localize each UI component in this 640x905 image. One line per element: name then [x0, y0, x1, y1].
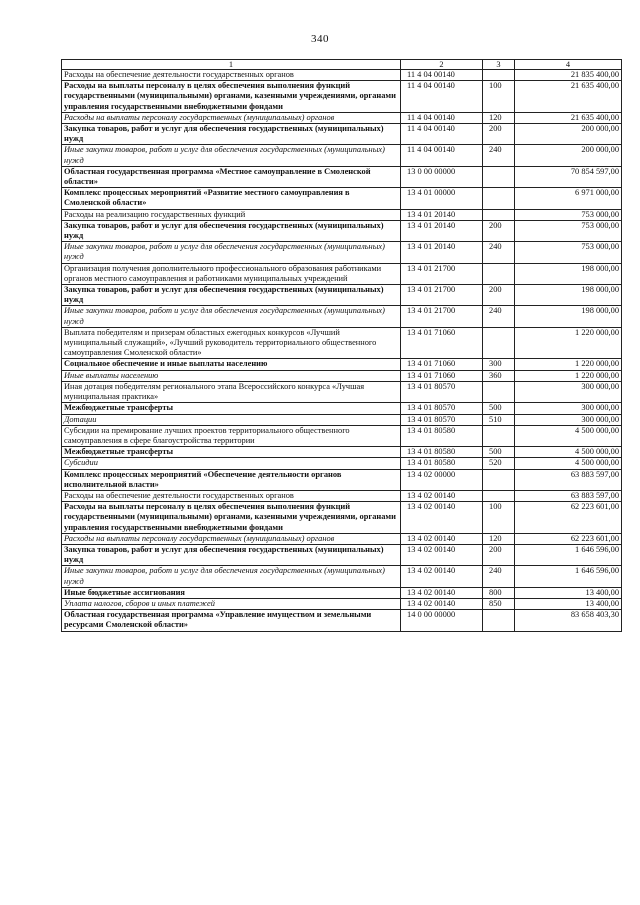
table-row — [62, 370, 622, 381]
row-sum: 4 500 000,00 — [515, 425, 622, 446]
row-name: Субсидии на премирование лучших проектов территориального общественного самоуправления в сфере благоустройства территории — [62, 425, 401, 446]
row-code: 13 4 02 00140 — [401, 490, 483, 501]
row-kind: 240 — [483, 566, 515, 587]
row-code: 13 4 01 71060 — [401, 327, 483, 359]
row-kind — [483, 381, 515, 402]
row-kind — [483, 425, 515, 446]
row-name: Межбюджетные трансферты — [62, 403, 401, 414]
row-kind — [483, 327, 515, 359]
row-name: Закупка товаров, работ и услуг для обеспечения государственных (муниципальных) нужд — [62, 285, 401, 306]
row-name: Уплата налогов, сборов и иных платежей — [62, 598, 401, 609]
table-row — [62, 502, 622, 534]
row-code: 13 4 01 20140 — [401, 242, 483, 263]
row-sum: 21 635 400,00 — [515, 112, 622, 123]
row-sum: 753 000,00 — [515, 242, 622, 263]
header-col-4: 4 — [515, 60, 622, 70]
row-name: Расходы на выплаты персоналу государственных (муниципальных) органов — [62, 112, 401, 123]
row-name: Закупка товаров, работ и услуг для обеспечения государственных (муниципальных) нужд — [62, 544, 401, 565]
row-name: Расходы на обеспечение деятельности государственных органов — [62, 490, 401, 501]
row-kind — [483, 610, 515, 631]
row-sum: 63 883 597,00 — [515, 490, 622, 501]
row-code: 13 4 02 00140 — [401, 598, 483, 609]
row-code: 13 4 01 80570 — [401, 414, 483, 425]
row-code: 13 4 02 00140 — [401, 544, 483, 565]
row-name: Иные бюджетные ассигнования — [62, 587, 401, 598]
row-code: 13 4 01 00000 — [401, 188, 483, 209]
row-sum: 4 500 000,00 — [515, 447, 622, 458]
table-row — [62, 381, 622, 402]
row-kind — [483, 188, 515, 209]
table-row — [62, 188, 622, 209]
row-name: Иная дотация победителям регионального этапа Всероссийского конкурса «Лучшая муниципальная практика» — [62, 381, 401, 402]
row-sum: 200 000,00 — [515, 145, 622, 166]
row-kind: 500 — [483, 403, 515, 414]
row-kind: 120 — [483, 112, 515, 123]
table-row — [62, 490, 622, 501]
row-kind: 500 — [483, 447, 515, 458]
row-sum: 62 223 601,00 — [515, 533, 622, 544]
row-code: 13 4 01 80580 — [401, 458, 483, 469]
row-name: Субсидии — [62, 458, 401, 469]
row-name: Выплата победителям и призерам областных ежегодных конкурсов «Лучший муниципальный служащий», «Лучший руководитель территориального общественного самоуправления Смоленской области» — [62, 327, 401, 359]
row-code: 13 4 01 21700 — [401, 263, 483, 284]
row-code: 11 4 04 00140 — [401, 112, 483, 123]
row-kind: 100 — [483, 502, 515, 534]
row-sum: 13 400,00 — [515, 598, 622, 609]
row-code: 11 4 04 00140 — [401, 145, 483, 166]
table-row — [62, 220, 622, 241]
row-sum: 13 400,00 — [515, 587, 622, 598]
row-name: Областная государственная программа «Управление имуществом и земельными ресурсами Смоленской области» — [62, 610, 401, 631]
row-name: Закупка товаров, работ и услуг для обеспечения государственных (муниципальных) нужд — [62, 124, 401, 145]
row-kind — [483, 166, 515, 187]
row-sum: 753 000,00 — [515, 209, 622, 220]
row-sum: 1 220 000,00 — [515, 370, 622, 381]
row-name: Дотации — [62, 414, 401, 425]
row-code: 13 0 00 00000 — [401, 166, 483, 187]
row-sum: 1 646 596,00 — [515, 544, 622, 565]
table-row — [62, 112, 622, 123]
row-code: 11 4 04 00140 — [401, 124, 483, 145]
row-code: 13 4 01 21700 — [401, 285, 483, 306]
row-name: Расходы на обеспечение деятельности государственных органов — [62, 70, 401, 81]
table-row — [62, 533, 622, 544]
table-row — [62, 145, 622, 166]
row-name: Межбюджетные трансферты — [62, 447, 401, 458]
table-row — [62, 544, 622, 565]
row-sum: 70 854 597,00 — [515, 166, 622, 187]
row-kind — [483, 209, 515, 220]
row-sum: 62 223 601,00 — [515, 502, 622, 534]
table-row — [62, 587, 622, 598]
row-name: Расходы на выплаты персоналу государственных (муниципальных) органов — [62, 533, 401, 544]
row-name: Расходы на реализацию государственных функций — [62, 209, 401, 220]
table-row — [62, 306, 622, 327]
row-name: Иные закупки товаров, работ и услуг для обеспечения государственных (муниципальных) нужд — [62, 242, 401, 263]
page-number: 340 — [311, 33, 329, 45]
table-row — [62, 70, 622, 81]
table-row — [62, 425, 622, 446]
row-kind: 520 — [483, 458, 515, 469]
row-sum: 21 835 400,00 — [515, 70, 622, 81]
row-sum: 1 646 596,00 — [515, 566, 622, 587]
row-kind — [483, 469, 515, 490]
row-code: 14 0 00 00000 — [401, 610, 483, 631]
row-kind: 200 — [483, 285, 515, 306]
budget-table — [61, 59, 622, 632]
row-kind: 120 — [483, 533, 515, 544]
row-code: 13 4 01 80580 — [401, 447, 483, 458]
table-row — [62, 124, 622, 145]
row-sum: 4 500 000,00 — [515, 458, 622, 469]
row-kind: 300 — [483, 359, 515, 370]
row-code: 13 4 02 00140 — [401, 587, 483, 598]
table-row — [62, 285, 622, 306]
row-sum: 300 000,00 — [515, 403, 622, 414]
row-code: 13 4 01 80570 — [401, 381, 483, 402]
row-sum: 83 658 403,30 — [515, 610, 622, 631]
row-sum: 21 635 400,00 — [515, 81, 622, 113]
table-row — [62, 242, 622, 263]
row-code: 13 4 01 20140 — [401, 220, 483, 241]
row-sum: 1 220 000,00 — [515, 327, 622, 359]
row-name: Иные закупки товаров, работ и услуг для обеспечения государственных (муниципальных) нужд — [62, 566, 401, 587]
row-code: 13 4 02 00140 — [401, 566, 483, 587]
table-row — [62, 447, 622, 458]
row-name: Областная государственная программа «Местное самоуправление в Смоленской области» — [62, 166, 401, 187]
row-kind: 850 — [483, 598, 515, 609]
table-row — [62, 263, 622, 284]
header-col-2: 2 — [401, 60, 483, 70]
table-row — [62, 209, 622, 220]
table-row — [62, 469, 622, 490]
table-row — [62, 458, 622, 469]
row-sum: 198 000,00 — [515, 306, 622, 327]
row-name: Расходы на выплаты персоналу в целях обеспечения выполнения функций государственными (муниципальными) органами, казенными учреждениями, органами управления государственными внебюджетными фондами — [62, 81, 401, 113]
row-kind: 240 — [483, 145, 515, 166]
row-code: 11 4 04 00140 — [401, 70, 483, 81]
row-kind: 200 — [483, 124, 515, 145]
table-row — [62, 598, 622, 609]
row-code: 13 4 01 80570 — [401, 403, 483, 414]
table-header-row — [62, 60, 622, 70]
row-kind: 200 — [483, 220, 515, 241]
table-row — [62, 81, 622, 113]
row-kind: 240 — [483, 306, 515, 327]
table-row — [62, 327, 622, 359]
row-name: Социальное обеспечение и иные выплаты населению — [62, 359, 401, 370]
row-code: 13 4 01 80580 — [401, 425, 483, 446]
row-code: 13 4 02 00140 — [401, 502, 483, 534]
row-sum: 300 000,00 — [515, 414, 622, 425]
row-kind: 240 — [483, 242, 515, 263]
row-kind: 360 — [483, 370, 515, 381]
row-code: 13 4 01 20140 — [401, 209, 483, 220]
row-name: Иные выплаты населению — [62, 370, 401, 381]
row-name: Расходы на выплаты персоналу в целях обеспечения выполнения функций государственными (муниципальными) органами, казенными учреждениями, органами управления государственными внебюджетными фондами — [62, 502, 401, 534]
row-name: Организация получения дополнительного профессионального образования работниками органов местного самоуправления и работниками муниципальных учреждений — [62, 263, 401, 284]
table-row — [62, 166, 622, 187]
row-code: 13 4 02 00000 — [401, 469, 483, 490]
row-kind: 200 — [483, 544, 515, 565]
row-name: Комплекс процессных мероприятий «Обеспечение деятельности органов исполнительной власти» — [62, 469, 401, 490]
header-col-3: 3 — [483, 60, 515, 70]
table-row — [62, 566, 622, 587]
row-sum: 198 000,00 — [515, 263, 622, 284]
row-kind: 510 — [483, 414, 515, 425]
table-row — [62, 610, 622, 631]
row-sum: 753 000,00 — [515, 220, 622, 241]
table-row — [62, 403, 622, 414]
row-code: 13 4 02 00140 — [401, 533, 483, 544]
table-row — [62, 414, 622, 425]
table-row — [62, 359, 622, 370]
row-code: 13 4 01 21700 — [401, 306, 483, 327]
row-name: Закупка товаров, работ и услуг для обеспечения государственных (муниципальных) нужд — [62, 220, 401, 241]
row-sum: 63 883 597,00 — [515, 469, 622, 490]
row-name: Комплекс процессных мероприятий «Развитие местного самоуправления в Смоленской области» — [62, 188, 401, 209]
row-name: Иные закупки товаров, работ и услуг для обеспечения государственных (муниципальных) нужд — [62, 306, 401, 327]
row-name: Иные закупки товаров, работ и услуг для обеспечения государственных (муниципальных) нужд — [62, 145, 401, 166]
row-sum: 198 000,00 — [515, 285, 622, 306]
row-code: 13 4 01 71060 — [401, 370, 483, 381]
row-sum: 1 220 000,00 — [515, 359, 622, 370]
row-code: 13 4 01 71060 — [401, 359, 483, 370]
row-code: 11 4 04 00140 — [401, 81, 483, 113]
header-col-1: 1 — [62, 60, 401, 70]
row-kind — [483, 263, 515, 284]
row-sum: 300 000,00 — [515, 381, 622, 402]
row-kind: 800 — [483, 587, 515, 598]
row-kind: 100 — [483, 81, 515, 113]
row-sum: 6 971 000,00 — [515, 188, 622, 209]
row-kind — [483, 70, 515, 81]
row-kind — [483, 490, 515, 501]
row-sum: 200 000,00 — [515, 124, 622, 145]
table-body — [62, 70, 622, 632]
